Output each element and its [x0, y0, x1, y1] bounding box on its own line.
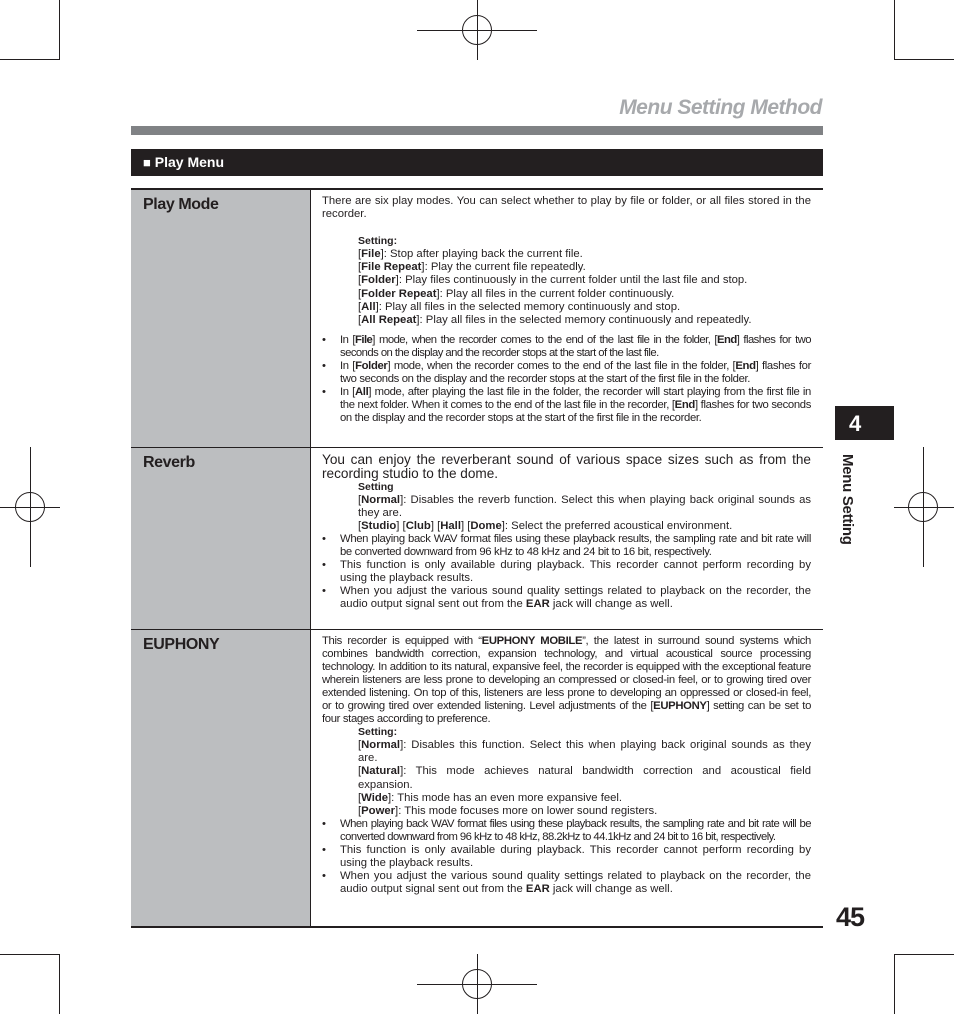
setting-line: [Normal]: Disables this function. Select this when playing back original sounds as they are.	[358, 739, 811, 765]
setting-desc: : Play the current file repeatedly.	[424, 261, 586, 274]
table-row	[131, 629, 823, 927]
setting-name: Folder	[361, 274, 396, 287]
row-label-cell	[131, 189, 311, 447]
setting-heading: Setting:	[358, 726, 398, 739]
setting-name: File Repeat	[361, 261, 422, 274]
list-item: • When playing back WAV format files using these playback results, the sampling rate and bit rate will be converted downward from 96 kHz to 48 kHz, 88.2kHz to 44.1kHz and 24 bit to 16 bit, respectively.	[322, 818, 811, 844]
registration-circle	[462, 969, 492, 999]
euphony-intro	[322, 635, 811, 727]
setting-line: [Normal]: Disables the reverb function. Select this when playing back original sounds as they are.	[358, 493, 811, 519]
page-header-title: Menu Setting Method	[619, 96, 822, 119]
table-row	[131, 447, 823, 629]
row-content-cell	[311, 189, 824, 447]
crop-mark	[894, 59, 954, 60]
setting-name: Power	[361, 804, 396, 817]
note-text: In [	[340, 360, 356, 373]
note-text: When you adjust the various sound quality settings related to playback on the recorder, the audio output signal sent out from the	[340, 585, 811, 611]
setting-line: [File]: Stop after playing back the current file.	[358, 248, 583, 261]
setting-desc: : Select the preferred acoustical environment.	[504, 519, 733, 532]
note-text: ] mode, after playing the last file in the folder, the recorder will start playing from the first file in the next folder. When it comes to the end of the last file in the recorder, [	[340, 386, 811, 412]
setting-desc: : Disables the reverb function. Select this when playing back original sounds as they are.	[358, 493, 811, 519]
registration-circle	[462, 15, 492, 45]
note-key: EAR	[525, 598, 550, 611]
registration-circle	[15, 492, 45, 522]
list-item	[322, 360, 811, 386]
play-mode-intro: There are six play modes. You can select whether to play by file or folder, or all files stored in the recorder.	[322, 195, 811, 221]
row-content-cell	[311, 447, 824, 629]
setting-name: Studio	[361, 519, 397, 532]
note-text: ] flashes for two seconds on the display and the recorder stops at the start of the first file in the recorder.	[340, 399, 811, 425]
setting-desc: : Play all files in the current folder continuously.	[439, 287, 675, 300]
note-text: In [	[340, 333, 356, 346]
row-label-cell	[131, 629, 311, 927]
setting-line: [Folder Repeat]: Play all files in the current folder continuously.	[358, 287, 675, 300]
setting-line: [All Repeat]: Play all files in the selected memory continuously and repeatedly.	[358, 313, 752, 326]
reverb-intro: You can enjoy the reverberant sound of various space sizes such as from the recording studio to the dome.	[322, 451, 811, 481]
note-key: End	[735, 360, 756, 373]
header-rule	[131, 126, 823, 135]
intro-text: This recorder is equipped with “	[322, 634, 482, 647]
euphony-settings	[322, 726, 811, 818]
crop-mark	[894, 0, 895, 60]
setting-heading: Setting:	[358, 235, 398, 248]
list-item: • This function is only available during playback. This recorder cannot perform recording by using the playback results.	[322, 844, 811, 870]
chapter-side-label: Menu Setting	[839, 454, 856, 545]
setting-desc: : Disables this function. Select this when playing back original sounds as they are.	[358, 739, 811, 765]
setting-desc: : Play files continuously in the current folder until the last file and stop.	[398, 274, 748, 287]
setting-name: Dome	[470, 519, 502, 532]
section-title	[143, 154, 224, 170]
note-key: Folder	[355, 360, 388, 373]
reverb-notes	[322, 533, 811, 612]
list-item	[322, 334, 811, 360]
row-content-cell	[311, 629, 824, 927]
setting-desc: : Play all files in the selected memory continuously and repeatedly.	[419, 313, 752, 326]
note-text: ] flashes for two seconds on the display and the recorder stops at the start of the first file in the folder.	[340, 360, 811, 386]
setting-name: All Repeat	[361, 313, 417, 326]
row-label-cell	[131, 447, 311, 629]
setting-name: File	[361, 248, 381, 261]
euphony-label: EUPHONY	[143, 635, 220, 653]
note-text: jack will change as well.	[549, 598, 673, 611]
setting-line: [Power]: This mode focuses more on lower sound registers.	[358, 804, 658, 817]
menu-table	[131, 188, 823, 928]
setting-line: [Wide]: This mode has an even more expansive feel.	[358, 791, 623, 804]
registration-circle	[908, 492, 938, 522]
note-text: jack will change as well.	[549, 883, 673, 896]
list-item: • When playing back WAV format files using these playback results, the sampling rate and bit rate will be converted downward from 96 kHz to 48 kHz and 24 bit to 16 bit, respectively.	[322, 533, 811, 559]
euphony-notes	[322, 818, 811, 897]
list-item	[322, 870, 811, 896]
intro-key: EUPHONY MOBILE	[481, 634, 583, 647]
reverb-label: Reverb	[143, 453, 195, 471]
note-text: ] mode, when the recorder comes to the end of the last file in the folder, [	[387, 360, 736, 373]
crop-mark	[0, 59, 60, 60]
list-item	[322, 585, 811, 611]
intro-text: ”, the latest in surround sound systems which combines bandwidth correction, expansion technology, and virtual acoustical source processing technology. In addition to its natural, expansive feel, the recorder is equipped with the exceptional feature wherein listeners are less prone to developing an compressed or closed-in feel, or to growing tired over extended listening. On top of this, listeners are less prone to developing an oppressed or closed-in feel, or to growing tired over extended listening. Level adjustments of the [	[322, 634, 811, 712]
setting-line: [All]: Play all files in the selected memory continuously and stop.	[358, 300, 681, 313]
note-key: End	[674, 399, 695, 412]
setting-line: [Folder]: Play files continuously in the current folder until the last file and stop.	[358, 274, 748, 287]
page-number: 45	[836, 902, 865, 932]
setting-name: Hall	[440, 519, 461, 532]
setting-name: All	[361, 300, 376, 313]
table-row	[131, 189, 823, 447]
note-text: When you adjust the various sound quality settings related to playback on the recorder, the audio output signal sent out from the	[340, 870, 811, 896]
play-mode-notes	[322, 334, 811, 426]
setting-line: [File Repeat]: Play the current file repeatedly.	[358, 261, 586, 274]
setting-name: Folder Repeat	[361, 287, 437, 300]
setting-name: Club	[405, 519, 431, 532]
chapter-number: 4	[849, 411, 862, 436]
setting-desc: : This mode achieves natural bandwidth correction and acoustical field expansion.	[358, 765, 811, 791]
note-key: End	[717, 333, 737, 346]
intro-text: ] setting can be set to four stages according to preference.	[322, 699, 812, 726]
note-text: ] mode, when the recorder comes to the end of the last file in the folder, [	[372, 333, 718, 346]
crop-mark	[0, 954, 60, 955]
note-key: File	[355, 333, 373, 346]
section-title-text: Play Menu	[154, 154, 224, 170]
note-text: In [	[340, 386, 355, 399]
play-mode-label: Play Mode	[143, 196, 219, 213]
intro-key: EUPHONY	[653, 699, 707, 712]
setting-desc: : This mode focuses more on lower sound registers.	[398, 804, 658, 817]
reverb-settings	[322, 481, 811, 533]
setting-desc: : Stop after playing back the current file.	[383, 248, 583, 261]
crop-mark	[894, 954, 954, 955]
list-item: • This function is only available during playback. This recorder cannot perform recording by using the playback results.	[322, 559, 811, 585]
setting-desc: : This mode has an even more expansive feel.	[391, 791, 623, 804]
setting-name: Wide	[361, 791, 389, 804]
setting-line: [Natural]: This mode achieves natural bandwidth correction and acoustical field expansion.	[358, 765, 811, 791]
setting-name: Natural	[361, 765, 401, 778]
section-bar	[131, 149, 823, 176]
note-key: All	[354, 386, 369, 399]
setting-name: Normal	[361, 493, 401, 506]
section-marker: ■	[143, 155, 151, 170]
list-item	[322, 386, 811, 425]
setting-name: Normal	[361, 739, 401, 752]
setting-line: [Studio] [Club] [Hall] [Dome]: Select the preferred acoustical environment.	[358, 519, 733, 532]
play-mode-settings	[322, 235, 811, 327]
setting-heading: Setting	[358, 480, 394, 493]
crop-mark	[59, 954, 60, 1014]
crop-mark	[894, 954, 895, 1014]
note-text: ] flashes for two seconds on the display and the recorder stops at the start of the last file.	[340, 333, 811, 359]
setting-desc: : Play all files in the selected memory continuously and stop.	[378, 300, 681, 313]
chapter-tab	[835, 406, 894, 440]
note-key: EAR	[525, 883, 550, 896]
crop-mark	[59, 0, 60, 60]
